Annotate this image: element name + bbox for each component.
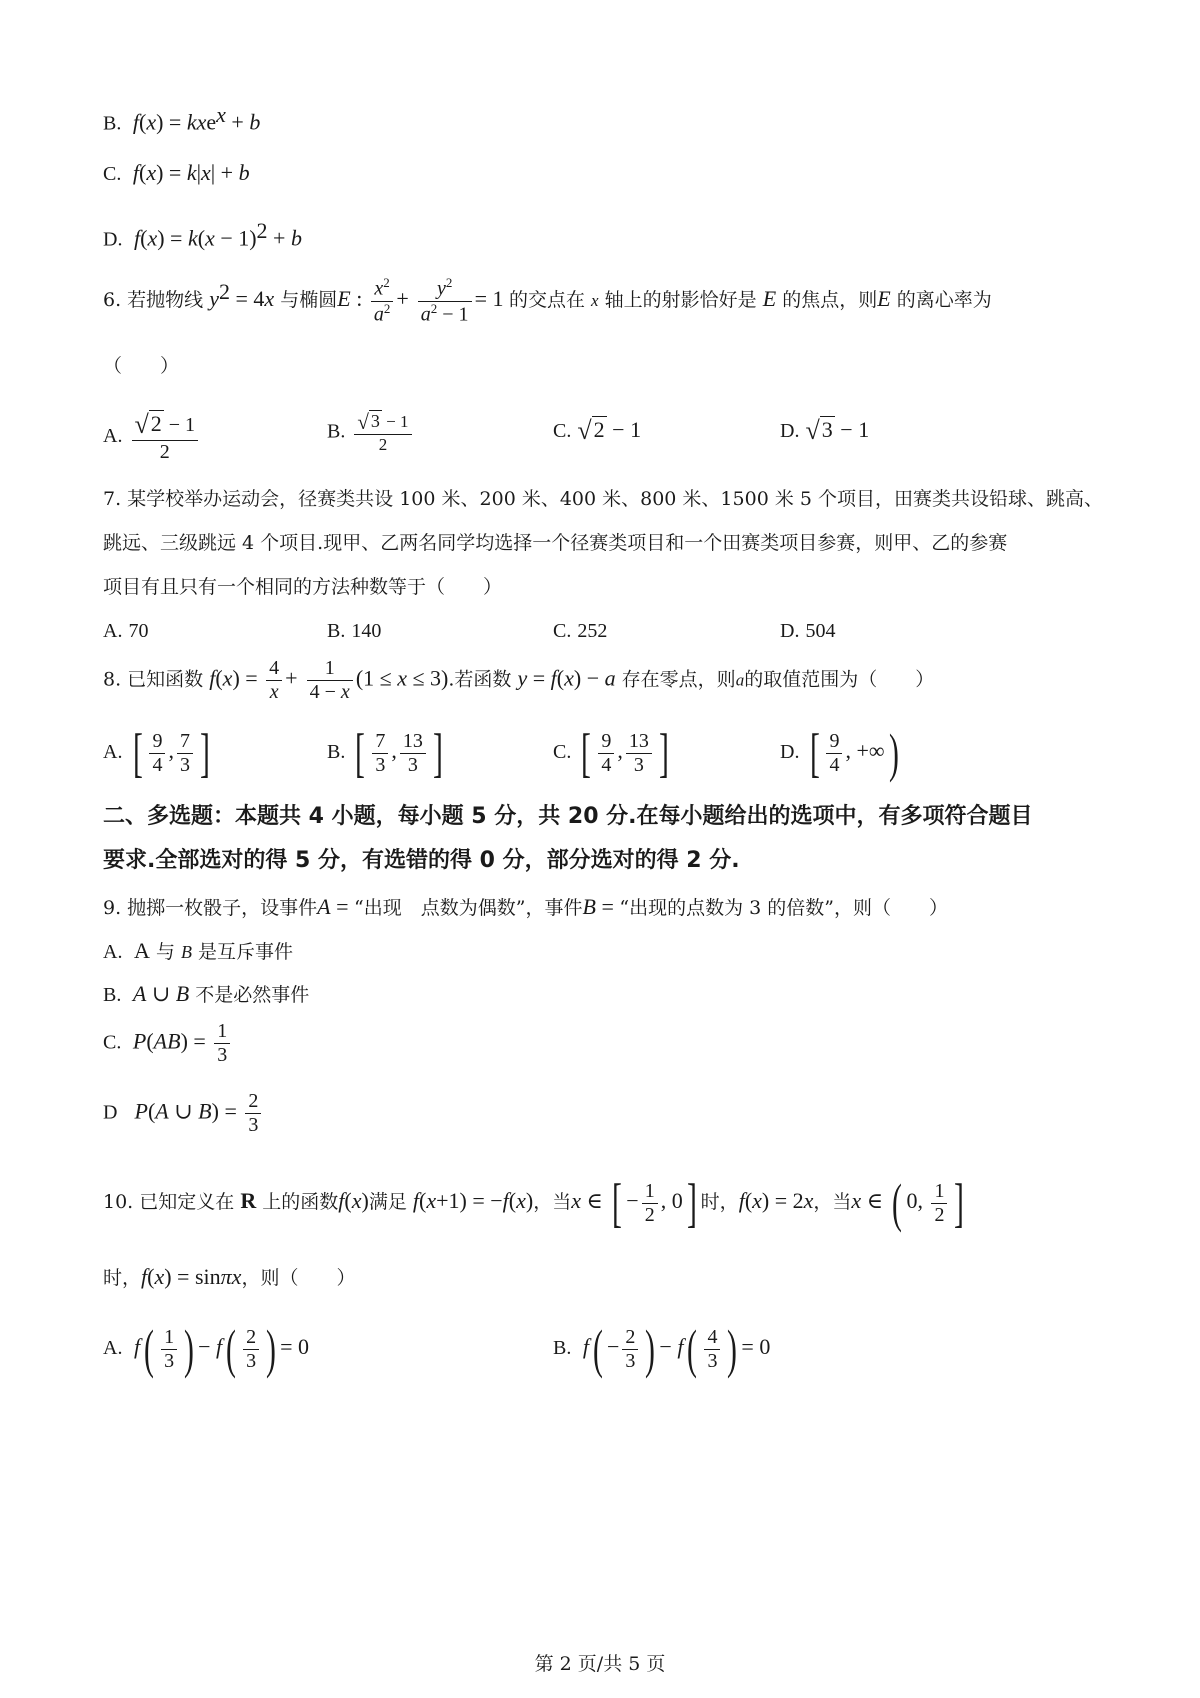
- math-expression: f: [127, 160, 140, 185]
- option-label: B.: [327, 741, 346, 763]
- fraction: $\frac{4}{3}$: [704, 1326, 720, 1373]
- q8-stem: 8. 已知函数 f(x) = $\frac{4}{x}$ + $\frac{1}{4 - x}$ (1 ≤ x ≤ 3).若函数 y = f(x) − a 存在零点，则a的取值范围为（ ）: [103, 657, 935, 703]
- option-label: D: [103, 1101, 118, 1124]
- q6-option-a: [103, 410, 201, 464]
- option-label: B.: [327, 620, 346, 642]
- q9-option-c: C. P(AB) = $\frac{1}{3}$: [103, 1020, 233, 1067]
- q10-stem-line-2: 时，f(x) = sinπx，则（ ）: [103, 1264, 356, 1289]
- option-label: D.: [780, 741, 800, 763]
- fraction: $\frac{9}{4}$: [149, 730, 165, 777]
- option-label: C.: [553, 420, 572, 442]
- math-expression: f: [128, 225, 141, 251]
- fraction: $\frac{√ 3 - 1}{2}$: [354, 410, 411, 455]
- q9-option-d: D P(A ∪ B) = $\frac{2}{3}$: [103, 1090, 264, 1137]
- q9-stem: 9. 抛掷一枚骰子，设事件A = “出现 点数为偶数”，事件B = “出现的点数为 3 的倍数”，则（ ）: [103, 894, 948, 919]
- q10-option-a: A. f( $\frac{1}{3}$ ) − f( $\frac{2}{3}$ ) = 0: [103, 1319, 310, 1379]
- q9-option-b: B. A ∪ B 不是必然事件: [103, 981, 310, 1006]
- fraction: $\frac{1}{3}$: [214, 1020, 230, 1067]
- option-label: A.: [103, 620, 123, 642]
- q6-text: 与椭圆: [280, 289, 338, 312]
- q9-text: 是互斥事件: [198, 941, 294, 963]
- math-expression: √2: [577, 416, 605, 445]
- option-label: A.: [103, 941, 123, 963]
- option-label: B.: [553, 1337, 572, 1359]
- option-label: C.: [553, 620, 572, 642]
- q7-option-c: [553, 621, 607, 641]
- q10-stem-line-1: 10. 已知定义在 R 上的函数f(x)满足 f(x+1) = −f(x)，当x ∈ [ − $\frac{1}{2}$ , 0] 时，f(x) = 2x，当x ∈ ( 0, $\frac{1}{2}$ ]: [103, 1173, 965, 1233]
- q10-text: ，当: [533, 1191, 572, 1213]
- option-label: A.: [103, 1337, 123, 1359]
- math-expression: √3: [805, 416, 833, 445]
- question-number: 9. 抛掷一枚骰子，设事件: [103, 897, 318, 919]
- fraction: $\frac{1}{4 - x}$: [307, 657, 353, 704]
- fraction: $\frac{1}{2}$: [931, 1180, 947, 1227]
- q6-text: 的焦点，则: [782, 289, 878, 312]
- fraction: $\frac{7}{3}$: [177, 730, 193, 777]
- q6-text: 轴上的射影恰好是: [604, 289, 757, 312]
- option-label: B.: [327, 420, 346, 443]
- math-expression: y: [209, 286, 219, 312]
- option-label: D.: [103, 228, 123, 251]
- question-number: 8. 已知函数: [103, 668, 204, 691]
- q7-line-3: 项目有且只有一个相同的方法种数等于（ ）: [103, 576, 503, 598]
- q8-option-a: A. [ $\frac{9}{4}$ , $\frac{7}{3}$ ]: [103, 723, 210, 783]
- fraction: $\frac{4}{x}$: [266, 657, 282, 704]
- option-label: D.: [780, 620, 800, 642]
- option-label: A.: [103, 424, 123, 447]
- option-value: 504: [805, 620, 836, 642]
- q10-text: 时，: [103, 1267, 142, 1289]
- section-heading-line-1: 二、多选题：本题共 4 小题，每小题 5 分，共 20 分.在每小题给出的选项中，有多项符合题目: [103, 804, 1033, 829]
- q6-option-c: C. √2 − 1: [553, 416, 642, 445]
- option-value: 140: [351, 620, 382, 642]
- q7-line-2: 跳远、三级跳远 4 个项目.现甲、乙两名同学均选择一个径赛类项目和一个田赛类项目参赛，则甲、乙的参赛: [103, 532, 1008, 554]
- q7-option-a: [103, 621, 149, 641]
- option-value: 70: [128, 620, 149, 642]
- q10-text: ，当: [813, 1191, 852, 1213]
- q9-text: 与: [155, 941, 175, 963]
- fraction: $\frac{7}{3}$: [372, 730, 388, 777]
- option-label: C.: [553, 741, 572, 763]
- q6-stem: 6. 若抛物线 $y^2 = 4x$ 与椭圆E : $\frac{x^2}{a^2}$ + $\frac{y^2}{a^2 - 1}$ = 1 的交点在 x 轴上的射影恰好是 E 的焦点，则E 的离心率为: [103, 275, 992, 326]
- q10-text: ，则（ ）: [241, 1267, 356, 1289]
- q6-text: 的离心率为: [896, 289, 992, 312]
- q6-option-d: D. √3 − 1: [780, 416, 870, 445]
- fraction: $\frac{1}{3}$: [161, 1326, 177, 1373]
- q9-text: “出现 点数为偶数”，事件: [354, 897, 583, 919]
- option-label: C.: [103, 163, 122, 185]
- q5-option-c: C. f(x) = k|x| + b: [103, 160, 250, 185]
- fraction: $\frac{1}{2}$: [642, 1180, 658, 1227]
- q8-text: 的取值范围为（ ）: [744, 668, 935, 691]
- option-label: C.: [103, 1031, 122, 1054]
- fraction: $\frac{y^2}{a^2 - 1}$: [418, 276, 472, 326]
- fraction: $\frac{√2 - 1}{2}$: [132, 410, 199, 464]
- q8-option-b: B. [ $\frac{7}{3}$ , $\frac{13}{3}$ ]: [327, 723, 443, 783]
- option-value: 252: [577, 620, 608, 642]
- page-footer: 第 2 页/共 5 页: [534, 1653, 666, 1675]
- q8-text: 存在零点，则: [621, 668, 736, 691]
- section-heading-line-2: 要求.全部选对的得 5 分，有选错的得 0 分，部分选对的得 2 分.: [103, 848, 740, 873]
- q10-text: 上的函数: [262, 1191, 339, 1213]
- q5-option-b: B. f(x) = kxe$^x$ + b: [103, 102, 261, 135]
- option-label: B.: [103, 984, 122, 1006]
- fraction: $\frac{2}{3}$: [245, 1090, 261, 1137]
- q10-text: 满足: [368, 1191, 407, 1213]
- q9-option-a: A. A 与 B 是互斥事件: [103, 938, 294, 963]
- fraction: $\frac{9}{4}$: [826, 730, 842, 777]
- q9-text: “出现的点数为 3 的倍数”，则（ ）: [619, 897, 948, 919]
- q6-answer-paren: （ ）: [103, 355, 180, 377]
- q7-line-1: 7. 某学校举办运动会，径赛类共设 100 米、200 米、400 米、800 米、1500 米 5 个项目，田赛类共设铅球、跳高、: [103, 488, 1103, 510]
- q10-option-b: B. f( − $\frac{2}{3}$ ) − f( $\frac{4}{3}$ ) = 0: [553, 1319, 771, 1379]
- math-expression: f: [209, 665, 216, 691]
- question-number: 10. 已知定义在: [103, 1191, 235, 1213]
- q7-option-b: [327, 621, 381, 641]
- q7-option-d: [780, 621, 836, 641]
- q6-option-b: [327, 410, 415, 455]
- fraction: $\frac{x^2}{a^2}$: [371, 276, 394, 326]
- question-number: 6. 若抛物线: [103, 289, 204, 312]
- fraction: $\frac{9}{4}$: [598, 730, 614, 777]
- q8-text: .若函数: [448, 668, 512, 691]
- q6-text: 的交点在: [508, 289, 585, 312]
- fraction: $\frac{2}{3}$: [243, 1326, 259, 1373]
- q8-option-c: C. [ $\frac{9}{4}$ , $\frac{13}{3}$ ]: [553, 723, 669, 783]
- option-label: B.: [103, 112, 122, 135]
- q9-text: 不是必然事件: [195, 984, 310, 1006]
- option-label: D.: [780, 420, 800, 442]
- q10-text: 时，: [700, 1191, 739, 1213]
- math-expression: f: [127, 109, 140, 135]
- option-label: A.: [103, 741, 123, 763]
- fraction: $\frac{2}{3}$: [622, 1326, 638, 1373]
- q8-option-d: D. [ $\frac{9}{4}$ , +∞): [780, 723, 899, 783]
- fraction: $\frac{13}{3}$: [400, 730, 426, 777]
- fraction: $\frac{13}{3}$: [626, 730, 652, 777]
- q5-option-d: D. $f(x) = k(x - 1)^2 + b$: [103, 218, 302, 251]
